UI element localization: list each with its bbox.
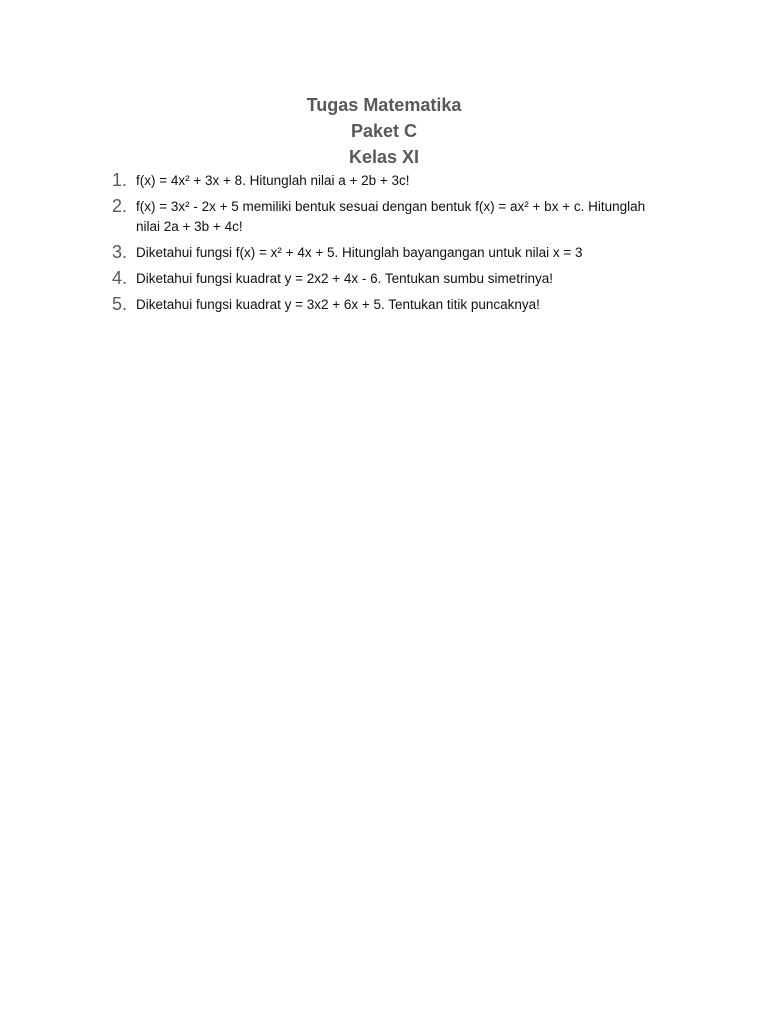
question-list bbox=[108, 171, 668, 321]
question-item bbox=[108, 269, 668, 289]
question-item bbox=[108, 243, 668, 263]
question-number: 2. bbox=[112, 196, 128, 216]
question-text: f(x) = 3x² - 2x + 5 memiliki bentuk sesuai dengan bentuk f(x) = ax² + bx + c. Hitunglah nilai 2a + 3b + 4c! bbox=[136, 199, 646, 234]
question-text: Diketahui fungsi kuadrat y = 2x2 + 4x - 6. Tentukan sumbu simetrinya! bbox=[136, 271, 553, 286]
question-number: 4. bbox=[112, 268, 128, 288]
question-item bbox=[108, 171, 668, 191]
question-item bbox=[108, 197, 668, 237]
question-text: Diketahui fungsi f(x) = x² + 4x + 5. Hitunglah bayangangan untuk nilai x = 3 bbox=[136, 245, 583, 260]
title-subject: Tugas Matematika bbox=[306, 95, 462, 115]
title-package: Paket C bbox=[350, 121, 418, 141]
question-number: 5. bbox=[112, 294, 128, 314]
question-number: 1. bbox=[112, 170, 128, 190]
question-number: 3. bbox=[112, 242, 128, 262]
question-item bbox=[108, 295, 668, 315]
question-text: f(x) = 4x² + 3x + 8. Hitunglah nilai a + 2b + 3c! bbox=[136, 173, 410, 188]
document-title bbox=[0, 92, 768, 170]
title-class: Kelas XI bbox=[348, 147, 420, 167]
question-text: Diketahui fungsi kuadrat y = 3x2 + 6x + 5. Tentukan titik puncaknya! bbox=[136, 297, 540, 312]
